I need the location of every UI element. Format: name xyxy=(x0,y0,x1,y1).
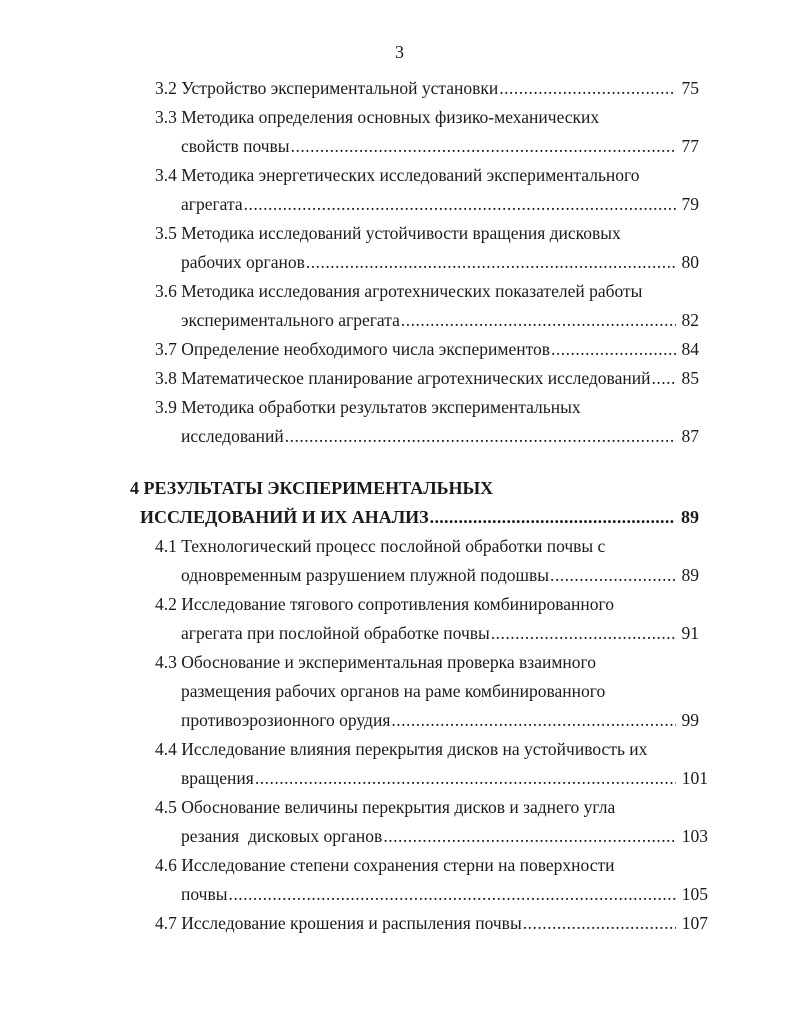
toc-entry-4-4-line1[interactable] xyxy=(155,737,647,761)
toc-entry-title: 3.8 Математическое планирование агротехнических исследований xyxy=(155,368,651,388)
toc-entry-3-3-line1[interactable] xyxy=(155,105,599,129)
toc-entry-title-continued: размещения рабочих органов на раме комбинированного xyxy=(181,681,606,701)
toc-entry-4-2-line1[interactable] xyxy=(155,592,614,616)
toc-entry-4-4-line2[interactable] xyxy=(181,766,708,790)
toc-entry-title-continued: агрегата при послойной обработке почвы xyxy=(181,623,490,643)
toc-entry-4-7[interactable] xyxy=(155,911,708,935)
toc-entry-4-6-line1[interactable] xyxy=(155,853,615,877)
toc-page-number: 107 xyxy=(681,913,708,933)
toc-page-number: 103 xyxy=(681,826,708,846)
dot-leader xyxy=(523,911,676,935)
dot-leader xyxy=(228,882,675,906)
toc-entry-3-8[interactable] xyxy=(155,366,699,390)
dot-leader xyxy=(306,250,676,274)
page-number: 3 xyxy=(395,42,404,62)
toc-entry-title: 3.9 Методика обработки результатов экспериментальных xyxy=(155,397,581,417)
toc-entry-3-9-line2[interactable] xyxy=(181,424,699,448)
dot-leader xyxy=(430,505,675,529)
toc-entry-4-2-line2[interactable] xyxy=(181,621,699,645)
dot-leader xyxy=(285,424,676,448)
toc-entry-3-4-line1[interactable] xyxy=(155,163,640,187)
toc-entry-4-5-line1[interactable] xyxy=(155,795,615,819)
toc-page-number: 87 xyxy=(681,426,699,446)
toc-entry-title-continued: агрегата xyxy=(181,194,243,214)
toc-entry-title: 3.6 Методика исследования агротехнических показателей работы xyxy=(155,281,643,301)
toc-page-number: 99 xyxy=(681,710,699,730)
toc-page-number: 105 xyxy=(681,884,708,904)
dot-leader xyxy=(491,621,676,645)
toc-page-number: 85 xyxy=(681,368,699,388)
toc-entry-title-continued: одновременным разрушением плужной подошвы xyxy=(181,565,550,585)
dot-leader xyxy=(651,366,675,390)
toc-entry-title: 4.2 Исследование тягового сопротивления комбинированного xyxy=(155,594,614,614)
toc-entry-title-continued: резания дисковых органов xyxy=(181,826,383,846)
chapter-title: 4 РЕЗУЛЬТАТЫ ЭКСПЕРИМЕНТАЛЬНЫХ xyxy=(130,478,494,498)
chapter-title-continued: ИССЛЕДОВАНИЙ И ИХ АНАЛИЗ xyxy=(140,507,429,527)
dot-leader xyxy=(383,824,675,848)
toc-entry-4-3-line3[interactable] xyxy=(181,708,699,732)
toc-page-number: 82 xyxy=(681,310,699,330)
toc-entry-4-1-line1[interactable] xyxy=(155,534,605,558)
toc-entry-title-continued: рабочих органов xyxy=(181,252,305,272)
toc-page-number: 80 xyxy=(681,252,699,272)
dot-leader xyxy=(291,134,676,158)
toc-entry-3-6-line2[interactable] xyxy=(181,308,699,332)
dot-leader xyxy=(499,76,675,100)
toc-chapter-4-line2[interactable] xyxy=(140,505,699,529)
toc-entry-title: 4.4 Исследование влияния перекрытия дисков на устойчивость их xyxy=(155,739,648,759)
dot-leader xyxy=(391,708,675,732)
dot-leader xyxy=(244,192,676,216)
toc-entry-title-continued: свойств почвы xyxy=(181,136,290,156)
toc-entry-title-continued: экспериментального агрегата xyxy=(181,310,400,330)
toc-entry-4-3-line1[interactable] xyxy=(155,650,596,674)
toc-page-number: 91 xyxy=(681,623,699,643)
toc-chapter-4-line1[interactable] xyxy=(130,476,493,500)
toc-page-number: 79 xyxy=(681,194,699,214)
toc-entry-4-6-line2[interactable] xyxy=(181,882,708,906)
toc-entry-title: 3.7 Определение необходимого числа экспериментов xyxy=(155,339,551,359)
toc-entry-title: 3.4 Методика энергетических исследований экспериментального xyxy=(155,165,640,185)
toc-entry-3-4-line2[interactable] xyxy=(181,192,699,216)
dot-leader xyxy=(551,337,675,361)
toc-entry-3-7[interactable] xyxy=(155,337,699,361)
toc-entry-4-1-line2[interactable] xyxy=(181,563,699,587)
toc-entry-title: 4.1 Технологический процесс послойной обработки почвы с xyxy=(155,536,606,556)
toc-entry-title: 4.7 Исследование крошения и распыления почвы xyxy=(155,913,522,933)
toc-page-number: 84 xyxy=(681,339,699,359)
toc-entry-3-5-line1[interactable] xyxy=(155,221,621,245)
toc-page-number: 89 xyxy=(681,507,699,527)
toc-entry-title: 4.3 Обоснование и экспериментальная проверка взаимного xyxy=(155,652,597,672)
dot-leader xyxy=(550,563,675,587)
toc-entry-title: 3.2 Устройство экспериментальной установки xyxy=(155,78,499,98)
toc-entry-4-3-line2[interactable] xyxy=(181,679,605,703)
toc-page-number: 101 xyxy=(681,768,708,788)
toc-entry-3-2[interactable] xyxy=(155,76,699,100)
dot-leader xyxy=(255,766,676,790)
toc-page-number: 75 xyxy=(681,78,699,98)
toc-entry-title-continued: вращения xyxy=(181,768,254,788)
toc-entry-title: 3.5 Методика исследований устойчивости вращения дисковых xyxy=(155,223,621,243)
toc-entry-3-5-line2[interactable] xyxy=(181,250,699,274)
toc-page-number: 77 xyxy=(681,136,699,156)
toc-entry-title: 3.3 Методика определения основных физико-механических xyxy=(155,107,600,127)
toc-entry-4-5-line2[interactable] xyxy=(181,824,708,848)
toc-entry-title-continued: противоэрозионного орудия xyxy=(181,710,391,730)
toc-entry-title-continued: исследований xyxy=(181,426,284,446)
toc-entry-title: 4.5 Обоснование величины перекрытия дисков и заднего угла xyxy=(155,797,616,817)
toc-page-number: 89 xyxy=(681,565,699,585)
toc-entry-3-9-line1[interactable] xyxy=(155,395,581,419)
toc-entry-title-continued: почвы xyxy=(181,884,228,904)
dot-leader xyxy=(401,308,676,332)
toc-entry-3-3-line2[interactable] xyxy=(181,134,699,158)
toc-entry-title: 4.6 Исследование степени сохранения стерни на поверхности xyxy=(155,855,615,875)
toc-entry-3-6-line1[interactable] xyxy=(155,279,642,303)
